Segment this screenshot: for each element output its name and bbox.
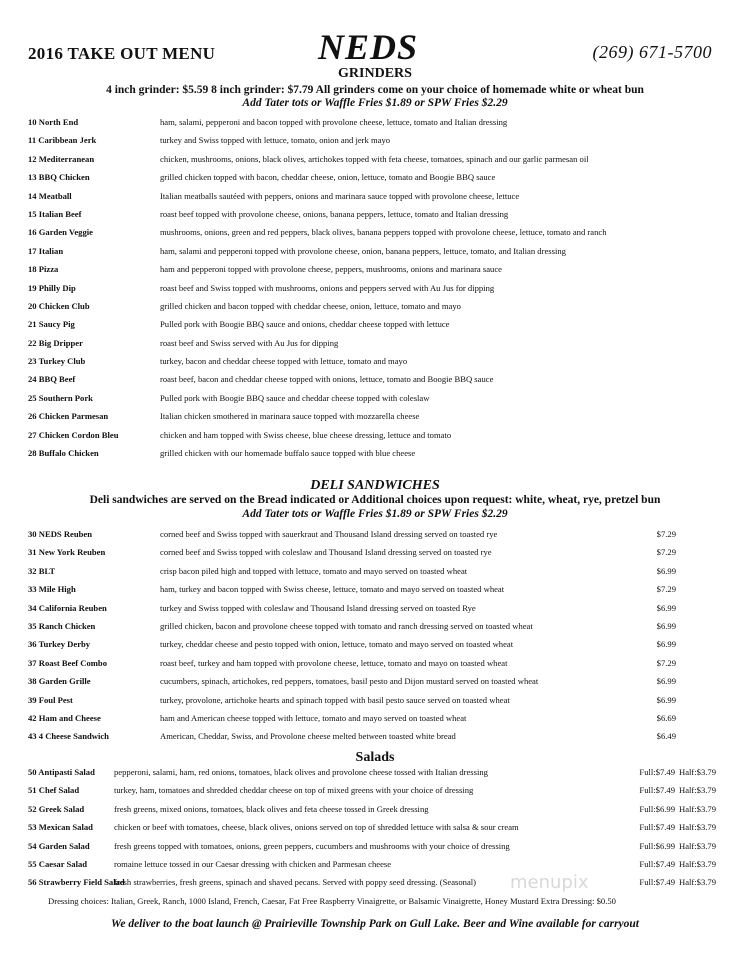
menu-item-number: 20 <box>28 300 37 311</box>
menu-item-label: Garden Veggie <box>38 227 93 238</box>
menu-item-name <box>28 543 105 561</box>
menu-item-label: Garden Grille <box>38 676 91 687</box>
menu-item-name <box>28 242 63 260</box>
salad-full-price: Full:$6.99 <box>639 803 675 814</box>
menu-item-name <box>28 562 55 580</box>
menu-item-price: $7.29 <box>656 657 676 668</box>
menu-item-row <box>28 370 722 388</box>
menu-item-label: BBQ Chicken <box>38 172 90 183</box>
salad-prices <box>635 781 716 799</box>
menu-item-name <box>28 205 81 223</box>
menu-item-number: 28 <box>28 448 37 459</box>
menu-item-number: 32 <box>28 565 37 576</box>
menu-item-number: 27 <box>28 429 37 440</box>
menu-item-label: Foul Pest <box>38 694 73 705</box>
menu-item-label: Garden Salad <box>38 840 90 851</box>
deli-addon: Add Tater tots or Waffle Fries $1.89 or SPW Fries $2.29 <box>242 508 508 520</box>
menu-item-description: fresh strawberries, fresh greens, spinach and shaved pecans. Served with poppy seed dressing. (Seasonal) <box>114 877 477 888</box>
menu-item-number: 22 <box>28 337 37 348</box>
menu-item-name <box>28 580 76 598</box>
menu-item-description: grilled chicken with our homemade buffalo sauce topped with blue cheese <box>160 448 416 459</box>
menu-item-number: 38 <box>28 676 37 687</box>
menu-item-label: BBQ Beef <box>38 374 76 385</box>
salad-half-price: Half:$3.79 <box>679 858 716 869</box>
menu-item-number: 39 <box>28 694 37 705</box>
menu-item-price: $6.99 <box>656 676 676 687</box>
salad-half-price: Half:$3.79 <box>679 822 716 833</box>
menu-item-row <box>28 150 722 168</box>
salad-half-price: Half:$3.79 <box>679 767 716 777</box>
menu-item-name <box>28 426 119 444</box>
salad-full-price: Full:$7.49 <box>639 785 675 796</box>
phone-number: (269) 671-5700 <box>592 42 712 62</box>
menu-item-number: 12 <box>28 153 37 164</box>
menu-item-description: ham, salami, pepperoni and bacon topped with provolone cheese, lettuce, tomato and Italian dressing <box>160 117 508 127</box>
menu-item-number: 50 <box>28 767 37 777</box>
menu-item-label: Ranch Chicken <box>38 620 96 631</box>
menu-item-name <box>28 654 107 672</box>
menu-item-row <box>28 187 722 205</box>
menu-item-row <box>28 525 722 543</box>
menu-item-price: $6.69 <box>656 712 676 723</box>
salad-full-price: Full:$7.49 <box>639 822 675 833</box>
salad-prices <box>635 818 716 836</box>
menu-item-name <box>28 763 95 781</box>
menu-item-name <box>28 260 58 278</box>
menu-item-description: turkey, cheddar cheese and pesto topped with onion, lettuce, tomato and mayo served on toasted wheat <box>160 639 514 650</box>
menu-item-name <box>28 352 85 370</box>
menu-item-number: 19 <box>28 282 37 293</box>
menu-item-number: 14 <box>28 190 37 201</box>
salad-half-price: Half:$3.79 <box>679 877 716 888</box>
menu-item-row <box>28 223 722 241</box>
menu-item-row <box>28 242 722 260</box>
menu-item-number: 37 <box>28 657 37 668</box>
menu-item-description: roast beef and Swiss served with Au Jus for dipping <box>160 337 339 348</box>
menu-item-price: $6.99 <box>656 694 676 705</box>
salad-full-price: Full:$7.49 <box>639 858 675 869</box>
menu-item-name <box>28 818 93 836</box>
menu-item-label: Meatball <box>38 190 72 201</box>
menu-item-row <box>28 837 722 855</box>
menu-item-description: roast beef topped with provolone cheese, onions, banana peppers, lettuce, tomato and Italian dressing <box>160 208 509 219</box>
menu-item-name <box>28 113 78 131</box>
menu-item-label: North End <box>38 117 79 127</box>
menu-item-label: Chicken Parmesan <box>38 411 109 422</box>
menu-item-row <box>28 315 722 333</box>
menu-item-description: Italian chicken smothered in marinara sauce topped with mozzarella cheese <box>160 411 420 422</box>
menu-item-label: Turkey Derby <box>38 639 91 650</box>
menu-item-label: Pizza <box>38 264 59 275</box>
menu-item-name <box>28 168 90 186</box>
menu-item-row <box>28 800 722 818</box>
menu-item-description: turkey and Swiss topped with coleslaw and Thousand Island dressing served on toasted Rye <box>160 602 476 613</box>
menu-item-label: Mediterranean <box>38 153 95 164</box>
menu-item-number: 26 <box>28 411 37 422</box>
menu-item-row <box>28 763 722 781</box>
menu-item-description: grilled chicken, bacon and provolone cheese topped with tomato and ranch dressing served on toasted wheat <box>160 620 533 631</box>
menu-item-label: Italian <box>38 245 64 256</box>
salads-title: Salads <box>355 750 395 765</box>
menu-item-row <box>28 691 722 709</box>
menu-item-description: grilled chicken topped with bacon, cheddar cheese, onion, lettuce, tomato and Boogie BBQ sauce <box>160 172 496 183</box>
menu-item-name <box>28 873 125 891</box>
menu-item-description: American, Cheddar, Swiss, and Provolone cheese melted between toasted white bread <box>160 731 456 742</box>
menu-item-number: 33 <box>28 584 37 595</box>
menu-item-description: roast beef, turkey and ham topped with provolone cheese, lettuce, tomato and mayo on toasted wheat <box>160 657 508 668</box>
menu-item-number: 10 <box>28 117 37 127</box>
menu-item-row <box>28 426 722 444</box>
menu-item-number: 18 <box>28 264 37 275</box>
menu-item-number: 11 <box>28 135 37 146</box>
menu-item-name <box>28 223 93 241</box>
menu-item-description: roast beef, bacon and cheddar cheese topped with onions, lettuce, tomato and Boogie BBQ sauce <box>160 374 494 385</box>
menu-item-row <box>28 352 722 370</box>
dressing-note: Dressing choices: Italian, Greek, Ranch, 1000 Island, French, Caesar, Fat Free Raspberry Vinaigrette, or Balsamic Vinaigrette, Honey Mustard Extra Dressing: $0.50 <box>48 896 616 906</box>
deli-title: DELI SANDWICHES <box>310 478 440 493</box>
menu-item-number: 56 <box>28 877 37 888</box>
menu-item-row <box>28 855 722 873</box>
menu-item-name <box>28 525 92 543</box>
menu-item-row <box>28 672 722 690</box>
menu-item-label: Italian Beef <box>38 208 82 219</box>
menu-item-description: corned beef and Swiss topped with sauerkraut and Thousand Island dressing served on toasted rye <box>160 529 498 539</box>
menu-item-description: crisp bacon piled high and topped with lettuce, tomato and mayo served on toasted wheat <box>160 565 468 576</box>
menu-item-label: Chef Salad <box>38 785 80 796</box>
menu-item-row <box>28 599 722 617</box>
menu-item-price: $6.99 <box>656 602 676 613</box>
menu-item-description: ham, salami and pepperoni topped with provolone cheese, onion, banana peppers, lettuce, tomato, and Italian dressing <box>160 245 566 256</box>
menu-item-label: New York Reuben <box>38 547 106 558</box>
menu-item-name <box>28 709 101 727</box>
menu-item-row <box>28 873 722 891</box>
menu-item-description: turkey, ham, tomatoes and shredded cheddar cheese on top of mixed greens with your choice of dressing <box>114 785 474 796</box>
grinders-subtitle: 4 inch grinder: $5.59 8 inch grinder: $7.79 All grinders come on your choice of homemade white or wheat bun <box>106 84 644 96</box>
menu-item-description: cucumbers, spinach, artichokes, red peppers, tomatoes, basil pesto and Dijon mustard served on toasted wheat <box>160 676 539 687</box>
menu-item-name <box>28 187 72 205</box>
menu-item-description: roast beef and Swiss topped with mushrooms, onions and peppers served with Au Jus for dipping <box>160 282 495 293</box>
menu-item-number: 51 <box>28 785 37 796</box>
menu-item-name <box>28 407 108 425</box>
menu-item-name <box>28 315 75 333</box>
grinders-addon: Add Tater tots or Waffle Fries $1.89 or SPW Fries $2.29 <box>242 97 508 109</box>
menu-item-label: Mexican Salad <box>38 822 93 833</box>
menu-item-label: Southern Pork <box>38 392 93 403</box>
menu-item-price: $7.29 <box>656 547 676 558</box>
salad-full-price: Full:$7.49 <box>639 877 675 888</box>
menu-item-price: $7.29 <box>656 584 676 595</box>
menu-item-description: Pulled pork with Boogie BBQ sauce and onions, cheddar cheese topped with lettuce <box>160 319 450 330</box>
menu-item-label: Mile High <box>38 584 76 595</box>
menu-item-number: 13 <box>28 172 37 183</box>
menu-item-label: Chicken Cordon Bleu <box>38 429 119 440</box>
menu-item-description: fresh greens, mixed onions, tomatoes, black olives and feta cheese tossed in Greek dressing <box>114 803 429 814</box>
salad-prices <box>635 800 716 818</box>
menu-item-row <box>28 818 722 836</box>
menu-item-name <box>28 855 87 873</box>
menu-item-row <box>28 113 722 131</box>
salad-prices <box>635 763 716 781</box>
menu-item-row <box>28 297 722 315</box>
menu-item-description: mushrooms, onions, green and red peppers, black olives, banana peppers topped with provolone cheese, lettuce, tomato and ranch <box>160 227 607 238</box>
menu-item-row <box>28 727 722 745</box>
menu-item-label: Caribbean Jerk <box>38 135 97 146</box>
salad-half-price: Half:$3.79 <box>679 840 716 851</box>
menu-item-description: ham and pepperoni topped with provolone cheese, peppers, mushrooms, onions and marinara sauce <box>160 264 502 275</box>
menu-item-name <box>28 781 79 799</box>
menu-item-name <box>28 131 96 149</box>
menu-item-price: $6.99 <box>656 620 676 631</box>
menu-item-description: Pulled pork with Boogie BBQ sauce and cheddar cheese topped with coleslaw <box>160 392 430 403</box>
menu-item-description: fresh greens topped with tomatoes, onions, green peppers, cucumbers and mushrooms with your choice of dressing <box>114 840 510 851</box>
menu-item-number: 24 <box>28 374 37 385</box>
menu-item-number: 34 <box>28 602 37 613</box>
menu-item-name <box>28 334 83 352</box>
deli-subtitle: Deli sandwiches are served on the Bread indicated or Additional choices upon request: white, wheat, rye, pretzel bun <box>89 494 661 506</box>
menu-item-number: 54 <box>28 840 37 851</box>
menu-item-label: Turkey Club <box>38 356 86 367</box>
salad-prices <box>635 837 716 855</box>
menu-item-name <box>28 370 75 388</box>
menu-item-number: 15 <box>28 208 37 219</box>
menu-item-name <box>28 727 109 745</box>
menu-item-price: $7.29 <box>656 529 676 539</box>
menu-item-label: Buffalo Chicken <box>38 448 99 459</box>
salads-list <box>28 763 722 892</box>
menu-item-description: ham and American cheese topped with lettuce, tomato and mayo served on toasted wheat <box>160 712 467 723</box>
menu-item-row <box>28 444 722 462</box>
menu-item-label: Caesar Salad <box>38 858 88 869</box>
menu-item-number: 36 <box>28 639 37 650</box>
menu-item-row <box>28 617 722 635</box>
menu-item-description: grilled chicken and bacon topped with cheddar cheese, onion, lettuce, tomato and mayo <box>160 300 461 311</box>
deli-list <box>28 525 722 746</box>
menu-item-label: Saucy Pig <box>38 319 75 330</box>
menu-item-description: chicken, mushrooms, onions, black olives, artichokes topped with feta cheese, tomatoes, spinach and our garlic parmesan oil <box>160 153 589 164</box>
menu-item-description: chicken and ham topped with Swiss cheese, blue cheese dressing, lettuce and tomato <box>160 429 452 440</box>
menu-item-name <box>28 635 90 653</box>
menu-item-name <box>28 150 94 168</box>
menu-item-description: turkey and Swiss topped with lettuce, tomato, onion and jerk mayo <box>160 135 391 146</box>
menu-item-name <box>28 672 91 690</box>
salad-half-price: Half:$3.79 <box>679 803 716 814</box>
menu-item-number: 55 <box>28 858 37 869</box>
menu-item-row <box>28 279 722 297</box>
salad-full-price: Full:$6.99 <box>639 840 675 851</box>
menu-item-row <box>28 168 722 186</box>
menu-item-row <box>28 709 722 727</box>
menu-item-row <box>28 543 722 561</box>
menu-item-name <box>28 800 84 818</box>
menu-item-number: 42 <box>28 712 37 723</box>
menu-item-label: Roast Beef Combo <box>38 657 108 668</box>
menu-item-label: Ham and Cheese <box>38 712 101 723</box>
menu-item-description: pepperoni, salami, ham, red onions, tomatoes, black olives and provolone cheese tossed with Italian dressing <box>114 767 488 777</box>
menu-item-label: Chicken Club <box>38 300 90 311</box>
menu-item-row <box>28 635 722 653</box>
menu-item-number: 23 <box>28 356 37 367</box>
menu-item-price: $6.49 <box>656 731 676 742</box>
menu-item-row <box>28 334 722 352</box>
menu-item-row <box>28 580 722 598</box>
menu-item-description: turkey, bacon and cheddar cheese topped with lettuce, tomato and mayo <box>160 356 408 367</box>
menu-item-name <box>28 444 99 462</box>
menu-item-label: California Reuben <box>38 602 107 613</box>
menu-item-number: 53 <box>28 822 37 833</box>
menu-item-number: 21 <box>28 319 37 330</box>
grinders-title: GRINDERS <box>338 66 412 81</box>
menu-item-price: $6.99 <box>656 565 676 576</box>
menu-item-label: Greek Salad <box>38 803 85 814</box>
menu-item-row <box>28 260 722 278</box>
menu-item-description: corned beef and Swiss topped with coleslaw and Thousand Island dressing served on toasted rye <box>160 547 492 558</box>
menu-item-row <box>28 131 722 149</box>
menu-item-description: ham, turkey and bacon topped with Swiss cheese, lettuce, tomato and mayo served on toasted wheat <box>160 584 505 595</box>
menu-item-row <box>28 562 722 580</box>
menu-item-label: NEDS Reuben <box>38 529 92 539</box>
menu-item-name <box>28 837 90 855</box>
salad-full-price: Full:$7.49 <box>639 767 675 777</box>
menu-header <box>24 27 712 70</box>
menu-item-number: 30 <box>28 529 37 539</box>
menu-item-name <box>28 691 73 709</box>
menu-item-label: Big Dripper <box>38 337 83 348</box>
grinders-list <box>28 113 722 462</box>
delivery-footer: We deliver to the boat launch @ Prairieville Township Park on Gull Lake. Beer and Wine available for carryout <box>110 918 640 930</box>
menu-item-number: 35 <box>28 620 37 631</box>
menu-item-label: Strawberry Field Salad <box>38 877 125 888</box>
restaurant-name: NEDS <box>317 27 419 67</box>
menu-item-label: BLT <box>38 565 56 576</box>
menu-item-name <box>28 389 93 407</box>
menu-item-number: 17 <box>28 245 37 256</box>
menu-item-number: 25 <box>28 392 37 403</box>
menu-item-row <box>28 389 722 407</box>
menu-item-number: 16 <box>28 227 37 238</box>
menu-item-row <box>28 205 722 223</box>
salad-prices <box>635 855 716 873</box>
menu-item-row <box>28 654 722 672</box>
menu-item-description: chicken or beef with tomatoes, cheese, black olives, onions served on top of shredded lettuce with salsa & sour cream <box>114 822 519 833</box>
watermark-logo: menupix <box>510 872 589 893</box>
menu-item-label: Philly Dip <box>38 282 76 293</box>
menu-item-row <box>28 407 722 425</box>
salad-half-price: Half:$3.79 <box>679 785 716 796</box>
menu-item-label: Antipasti Salad <box>38 767 95 777</box>
menu-item-number: 31 <box>28 547 37 558</box>
menu-item-description: turkey, provolone, artichoke hearts and spinach topped with basil pesto sauce served on toasted wheat <box>160 694 510 705</box>
menu-item-label: 4 Cheese Sandwich <box>38 731 109 742</box>
menu-item-name <box>28 617 95 635</box>
salad-prices <box>635 873 716 891</box>
menu-item-name <box>28 297 90 315</box>
menu-item-name <box>28 279 76 297</box>
menu-item-name <box>28 599 107 617</box>
menu-item-number: 52 <box>28 803 37 814</box>
menu-year-title: 2016 TAKE OUT MENU <box>28 44 216 63</box>
menu-item-price: $6.99 <box>656 639 676 650</box>
menu-item-number: 43 <box>28 731 37 742</box>
menu-item-description: romaine lettuce tossed in our Caesar dressing with chicken and Parmesan cheese <box>114 858 392 869</box>
menu-item-row <box>28 781 722 799</box>
menu-item-description: Italian meatballs sautéed with peppers, onions and marinara sauce topped with provolone cheese, lettuce <box>160 190 520 201</box>
